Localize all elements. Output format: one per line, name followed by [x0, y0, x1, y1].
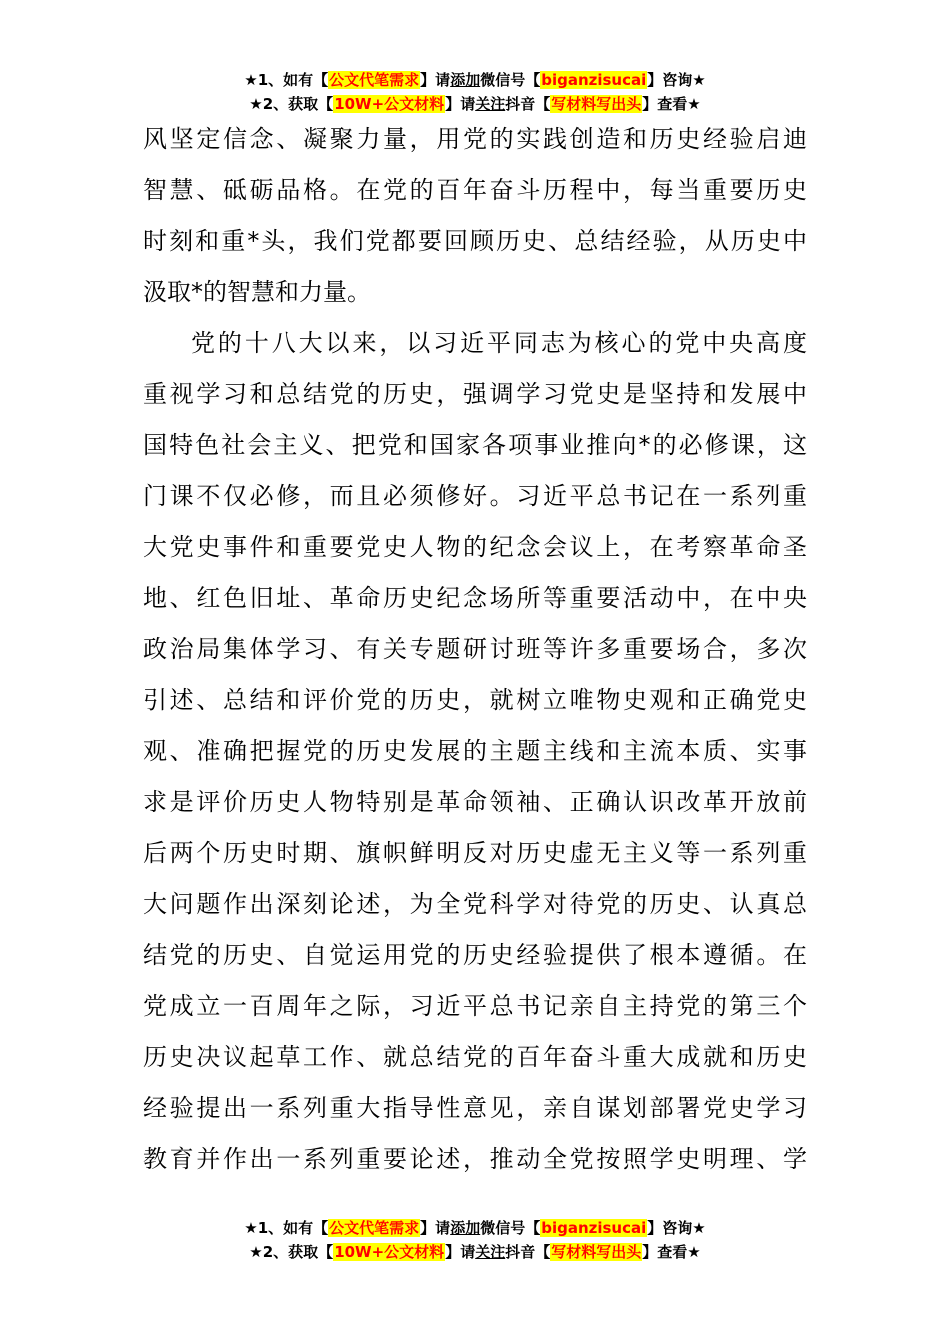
footer-line-2-highlight-materials: 10W+公文材料	[334, 1243, 445, 1261]
paragraph-2-line: 观、准确把握党的历史发展的主题主线和主流本质、实事	[143, 737, 807, 765]
paragraph-2-line: 经验提出一系列重大指导性意见，亲自谋划部署党史学习	[143, 1094, 807, 1122]
footer-line-2-suffix: 】查看★	[642, 1243, 701, 1261]
banner-line-1-mid1: 】请	[420, 71, 451, 89]
paragraph-2-line: 重视学习和总结党的历史，强调学习党史是坚持和发展中	[143, 380, 807, 408]
footer-line-1-mid2: 微信号【	[480, 1219, 541, 1237]
banner-line-1-highlight-wechat: biganzisucai	[541, 71, 647, 89]
paragraph-2-line: 国特色社会主义、把党和国家各项事业推向*的必修课，这	[143, 431, 807, 459]
paragraph-1-line: 汲取*的智慧和力量。	[143, 278, 371, 306]
banner-line-2	[0, 92, 950, 116]
banner-line-1-highlight-service: 公文代笔需求	[329, 71, 420, 89]
footer-line-1-mid1: 】请	[420, 1219, 451, 1237]
banner-line-1	[0, 68, 950, 92]
paragraph-2-line: 引述、总结和评价党的历史，就树立唯物史观和正确党史	[143, 686, 807, 714]
paragraph-2-line: 政治局集体学习、有关专题研讨班等许多重要场合，多次	[143, 635, 807, 663]
document-body	[143, 114, 807, 1185]
banner-line-2-prefix: ★2、获取【	[249, 95, 334, 113]
banner-line-2-mid2: 抖音【	[505, 95, 551, 113]
paragraph-1-line: 智慧、砥砺品格。在党的百年奋斗历程中，每当重要历史	[143, 176, 807, 204]
paragraph-2-line: 大党史事件和重要党史人物的纪念会议上，在考察革命圣	[143, 533, 807, 561]
banner-line-1-mid2: 微信号【	[480, 71, 541, 89]
footer-line-2-mid1: 】请	[445, 1243, 476, 1261]
paragraph-2-line: 教育并作出一系列重要论述，推动全党按照学史明理、学	[143, 1145, 807, 1173]
banner-line-2-suffix: 】查看★	[642, 95, 701, 113]
banner-line-2-highlight-materials: 10W+公文材料	[334, 95, 445, 113]
banner-line-2-mid1: 】请	[445, 95, 476, 113]
paragraph-2-line: 历史决议起草工作、就总结党的百年奋斗重大成就和历史	[143, 1043, 807, 1071]
footer-banner-line-2	[0, 1240, 950, 1264]
paragraph-2-line: 大问题作出深刻论述，为全党科学对待党的历史、认真总	[143, 890, 807, 918]
paragraph-2-line: 门课不仅必修，而且必须修好。习近平总书记在一系列重	[143, 482, 807, 510]
footer-line-1-prefix: ★1、如有【	[244, 1219, 329, 1237]
banner-line-1-suffix: 】咨询★	[647, 71, 706, 89]
footer-line-1-suffix: 】咨询★	[647, 1219, 706, 1237]
paragraph-2-line: 后两个历史时期、旗帜鲜明反对历史虚无主义等一系列重	[143, 839, 807, 867]
paragraph-2-line: 党的十八大以来，以习近平同志为核心的党中央高度	[191, 329, 807, 357]
paragraph-1	[143, 114, 807, 318]
banner-line-2-highlight-douyin: 写材料写出头	[551, 95, 642, 113]
footer-line-2-highlight-douyin: 写材料写出头	[551, 1243, 642, 1261]
banner-line-1-prefix: ★1、如有【	[244, 71, 329, 89]
paragraph-2-line: 求是评价历史人物特别是革命领袖、正确认识改革开放前	[143, 788, 807, 816]
footer-banner	[0, 1216, 950, 1264]
footer-line-2-mid2: 抖音【	[505, 1243, 551, 1261]
footer-line-2-underline: 关注	[475, 1243, 506, 1261]
footer-line-1-underline: 添加	[450, 1219, 481, 1237]
paragraph-1-line: 时刻和重*头，我们党都要回顾历史、总结经验，从历史中	[143, 227, 807, 255]
paragraph-2-line: 结党的历史、自觉运用党的历史经验提供了根本遵循。在	[143, 941, 807, 969]
banner-line-1-underline: 添加	[450, 71, 481, 89]
paragraph-2-line: 地、红色旧址、革命历史纪念场所等重要活动中，在中央	[143, 584, 807, 612]
footer-line-2-prefix: ★2、获取【	[249, 1243, 334, 1261]
footer-banner-line-1	[0, 1216, 950, 1240]
footer-line-1-highlight-wechat: biganzisucai	[541, 1219, 647, 1237]
footer-line-1-highlight-service: 公文代笔需求	[329, 1219, 420, 1237]
paragraph-2-line: 党成立一百周年之际，习近平总书记亲自主持党的第三个	[143, 992, 807, 1020]
paragraph-1-line: 风坚定信念、凝聚力量，用党的实践创造和历史经验启迪	[143, 125, 807, 153]
banner-line-2-underline: 关注	[475, 95, 506, 113]
header-banner	[0, 68, 950, 116]
paragraph-2	[143, 318, 807, 1185]
